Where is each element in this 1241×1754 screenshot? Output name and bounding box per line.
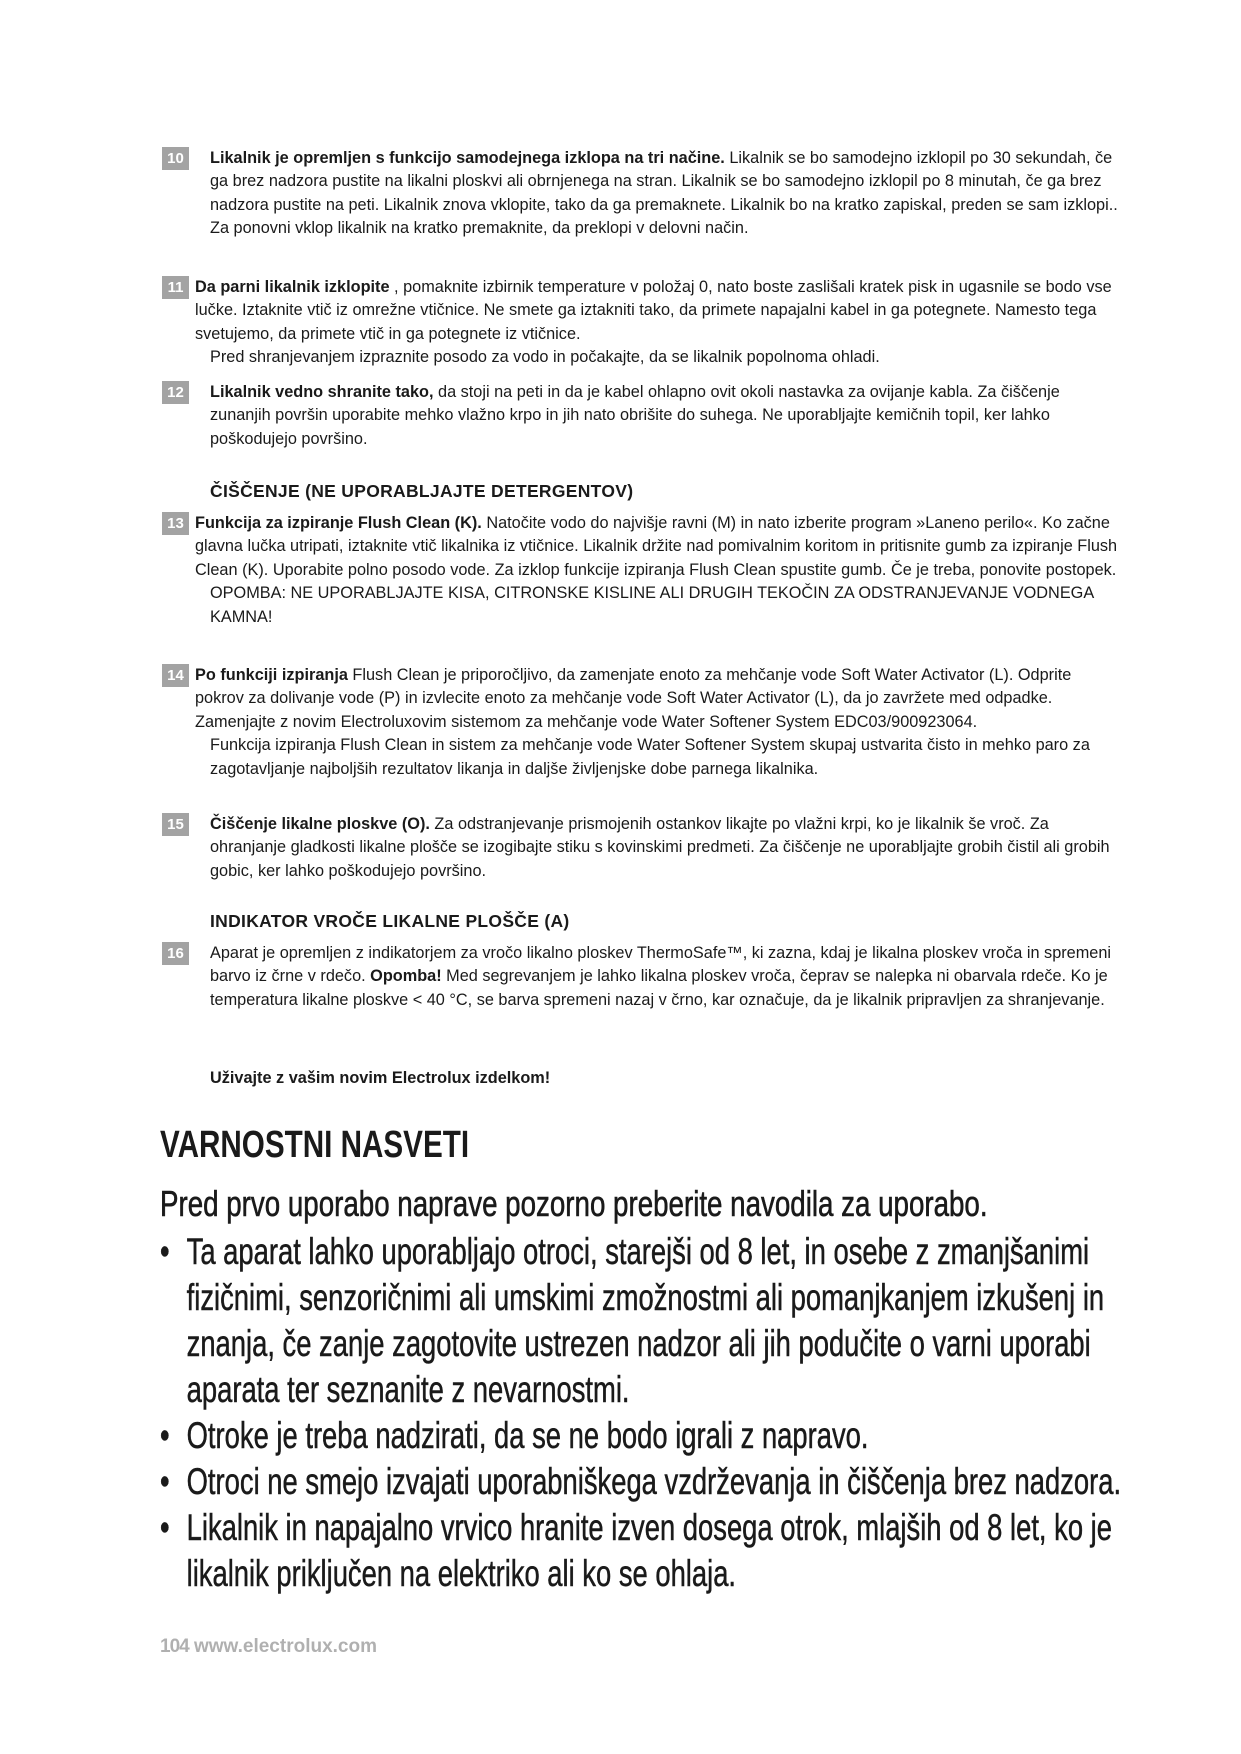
bullet-icon: • — [160, 1415, 170, 1456]
step-number-badge: 15 — [162, 813, 189, 836]
instruction-lead: Funkcija za izpiranje Flush Clean (K). — [195, 514, 482, 532]
safety-section-title: VARNOSTNI NASVETI — [160, 1124, 470, 1166]
instruction-lead: Po funkciji izpiranja — [195, 666, 348, 684]
page-footer — [160, 1636, 377, 1658]
safety-bullet — [160, 1505, 1189, 1597]
step-number-badge: 11 — [162, 276, 189, 299]
step-number-badge: 16 — [162, 942, 189, 965]
instruction-text — [195, 276, 1120, 370]
safety-bullet — [160, 1459, 1189, 1505]
safety-bullet-text: Otroci ne smejo izvajati uporabniškega vzdrževanja in čiščenja brez nadzora. — [186, 1461, 1122, 1502]
website-link[interactable]: www.electrolux.com — [193, 1636, 377, 1657]
safety-bullet — [160, 1413, 1189, 1459]
instruction-body: Natočite vodo do najvišje ravni (M) in nato izberite program »Laneno perilo«. Ko začne glavna lučka utripati, iztaknite vtič likalnika iz vtičnice. Likalnik držite nad pomivalnim koritom in pritisnite gumb za izpiranje Flush Clean (K). Uporabite polno posodo vode. Za izklop funkcije izpiranja Flush Clean spustite gumb. Če je treba, ponovite postopek. — [195, 514, 1118, 579]
instruction-body-continued: Med segrevanjem je lahko likalna ploskev vroča, čeprav se nalepka ni obarvala rdeče. Ko je temperatura likalne ploskve < 40 °C, se barva spremeni nazaj v črno, kar označuje, da je likalnik pripravljen za shranjevanje. — [210, 967, 1108, 1009]
instruction-body: , pomaknite izbirnik temperature v položaj 0, nato boste zaslišali kratek pisk in ugasnile se bodo vse lučke. Iztaknite vtič iz omrežne vtičnice. Ne smete ga iztakniti tako, da primete napajalni kabel in ga potegnete. Namesto tega svetujemo, da primete vtič in ga potegnete iz vtičnice. — [195, 278, 1112, 343]
instruction-note: Pred shranjevanjem izpraznite posodo za vodo in počakajte, da se likalnik popolnoma ohladi. — [210, 348, 880, 367]
instruction-text — [210, 147, 1120, 241]
instruction-lead: Da parni likalnik izklopite — [195, 278, 390, 296]
instruction-note-label: Opomba! — [370, 967, 442, 986]
instruction-body: Za odstranjevanje prismojenih ostankov likajte po vlažni krpi, ko je likalnik še vroč. Za ohranjanje gladkosti likalne plošče se izogibajte stiku s kovinskimi predmeti. Za čiščenje ne uporabljajte grobih čistil ali grobih gobic, ker lahko poškodujejo površino. — [210, 815, 1110, 880]
instruction-body: da stoji na peti in da je kabel ohlapno ovit okoli nastavka za ovijanje kabla. Za čiščenje zunanjih površin uporabite mehko vlažno krpo in jih nato obrišite do suhega. Ne uporabljajte kemičnih topil, ker lahko poškodujejo površino. — [210, 383, 1060, 448]
closing-message: Uživajte z vašim novim Electrolux izdelkom! — [210, 1069, 551, 1087]
bullet-icon: • — [160, 1507, 170, 1548]
instruction-lead: Čiščenje likalne ploskve (O). — [210, 815, 430, 833]
instruction-text — [195, 512, 1120, 629]
step-number-badge: 12 — [162, 381, 189, 404]
instruction-body: Likalnik se bo samodejno izklopil po 30 sekundah, če ga brez nadzora pustite na likalni ploskvi ali obrnjenega na stran. Likalnik se bo samodejno izklopil po 8 minutah, če ga brez nadzora pustite na peti. Likalnik znova vklopite, tako da ga premaknete. Likalnik bo na kratko zapiskal, preden se sam izklopi.. Za ponovni vklop likalnik na kratko premaknite, da preklopi v delovni način. — [210, 149, 1118, 238]
section-heading-cleaning: ČIŠČENJE (NE UPORABLJAJTE DETERGENTOV) — [210, 481, 634, 501]
safety-bullet-text: Likalnik in napajalno vrvico hranite izven dosega otrok, mlajših od 8 let, ko je likalnik priključen na elektriko ali ko se ohlaja. — [186, 1507, 1112, 1594]
step-number-badge: 10 — [162, 147, 189, 170]
instruction-note: Funkcija izpiranja Flush Clean in sistem za mehčanje vode Water Softener System skupaj ustvarita čisto in mehko paro za zagotavljanje najboljših rezultatov likanja in daljše življenjske dobe parnega likalnika. — [210, 736, 1090, 778]
instruction-note: OPOMBA: NE UPORABLJAJTE KISA, CITRONSKE KISLINE ALI DRUGIH TEKOČIN ZA ODSTRANJEVANJE VODNEGA KAMNA! — [210, 584, 1094, 626]
instruction-lead: Likalnik vedno shranite tako, — [210, 383, 434, 401]
safety-section-subtitle: Pred prvo uporabo naprave pozorno preberite navodila za uporabo. — [160, 1183, 988, 1224]
safety-bullet-list — [160, 1229, 1189, 1597]
instruction-text — [210, 813, 1120, 883]
bullet-icon: • — [160, 1231, 170, 1272]
instruction-lead: Likalnik je opremljen s funkcijo samodejnega izklopa na tri načine. — [210, 149, 725, 167]
section-heading-indicator: INDIKATOR VROČE LIKALNE PLOŠČE (A) — [210, 911, 570, 931]
page-number: 104 — [160, 1636, 189, 1657]
instruction-text — [210, 942, 1120, 1012]
step-number-badge: 13 — [162, 512, 189, 535]
instruction-text — [210, 381, 1120, 451]
safety-bullet-text: Otroke je treba nadzirati, da se ne bodo igrali z napravo. — [186, 1415, 869, 1456]
step-number-badge: 14 — [162, 664, 189, 687]
instruction-body: Aparat je opremljen z indikatorjem za vročo likalno ploskev ThermoSafe™, ki zazna, kdaj je likalna ploskev vroča in spremeni barvo iz črne v rdečo. — [210, 944, 1112, 986]
instruction-text — [195, 664, 1120, 781]
bullet-icon: • — [160, 1461, 170, 1502]
instruction-body: Flush Clean je priporočljivo, da zamenjate enoto za mehčanje vode Soft Water Activator (L). Odprite pokrov za dolivanje vode (P) in izvlecite enoto za mehčanje vode Soft Water Activator (L), da jo zavržete med odpadke. Zamenjajte z novim Electroluxovim sistemom za mehčanje vode Water Softener System EDC03/900923064. — [195, 666, 1072, 731]
safety-bullet-text: Ta aparat lahko uporabljajo otroci, starejši od 8 let, in osebe z zmanjšanimi fizičnimi, senzoričnimi ali umskimi zmožnostmi ali pomanjkanjem izkušenj in znanja, če zanje zagotovite ustrezen nadzor ali jih podučite o varni uporabi aparata ter seznanite z nevarnostmi. — [186, 1231, 1105, 1410]
safety-bullet — [160, 1229, 1189, 1413]
